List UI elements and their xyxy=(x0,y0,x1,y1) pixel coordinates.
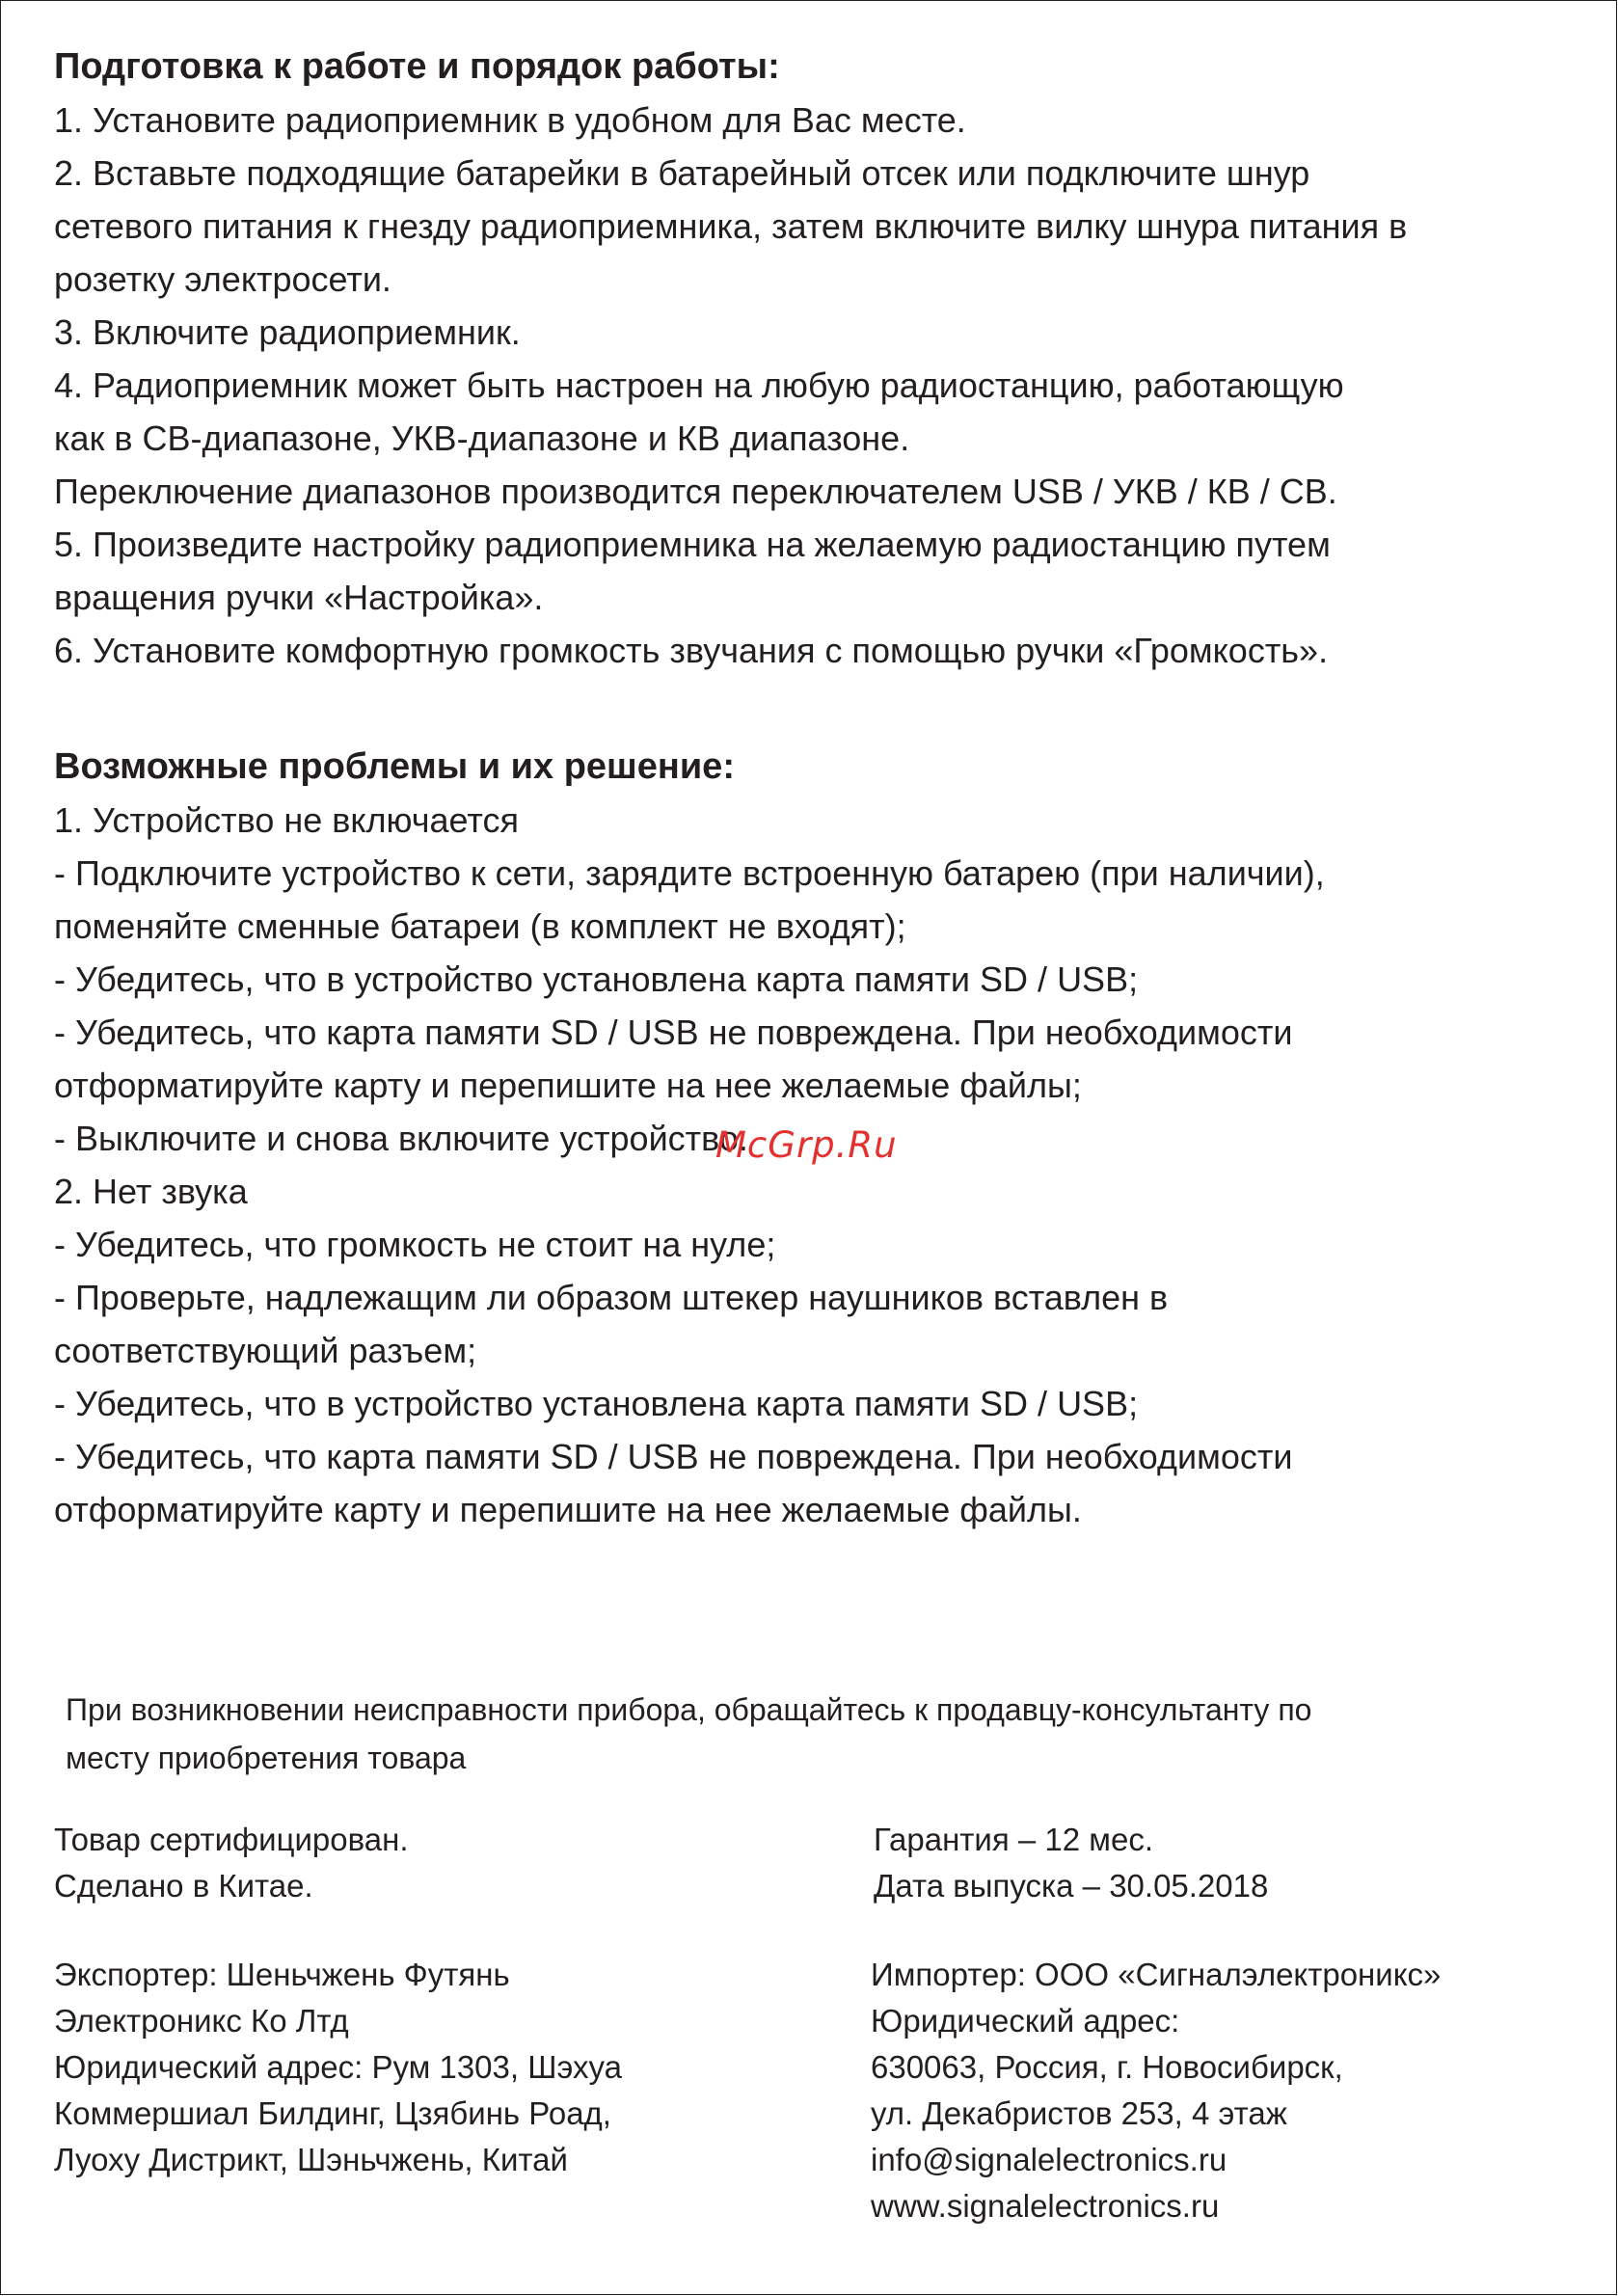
exporter-line: Экспортер: Шеньчжень Футянь xyxy=(54,1957,510,1992)
preparation-line: 4. Радиоприемник может быть настроен на любую радиостанцию, работающую xyxy=(54,365,1344,405)
exporter-block xyxy=(54,1952,622,2183)
exporter-line: Луоху Дистрикт, Шэньчжень, Китай xyxy=(54,2142,568,2177)
preparation-heading: Подготовка к работе и порядок работы: xyxy=(54,46,780,87)
troubleshooting-line: - Выключите и снова включите устройство. xyxy=(54,1119,748,1158)
certification-line: Товар сертифицирован. xyxy=(54,1822,409,1857)
troubleshooting-line: соответствующий разъем; xyxy=(54,1331,477,1370)
troubleshooting-line: - Проверьте, надлежащим ли образом штекер наушников вставлен в xyxy=(54,1278,1169,1317)
exporter-line: Электроникс Ко Лтд xyxy=(54,2003,349,2039)
warranty-line: Гарантия – 12 мес. xyxy=(874,1822,1153,1857)
troubleshooting-line: - Подключите устройство к сети, зарядите встроенную батарею (при наличии), xyxy=(54,853,1325,893)
certification-line: Сделано в Китае. xyxy=(54,1868,313,1904)
importer-line: Юридический адрес: xyxy=(871,2003,1180,2039)
importer-line: 630063, Россия, г. Новосибирск, xyxy=(871,2049,1343,2085)
troubleshooting-line: поменяйте сменные батареи (в комплект не входят); xyxy=(54,906,906,946)
importer-email: info@signalelectronics.ru xyxy=(871,2142,1227,2177)
preparation-line: 3. Включите радиоприемник. xyxy=(54,312,521,352)
importer-line: Импортер: ООО «Сигналэлектроникс» xyxy=(871,1957,1442,1992)
preparation-line: как в СВ-диапазоне, УКВ-диапазоне и КВ диапазоне. xyxy=(54,419,910,458)
troubleshooting-line: - Убедитесь, что карта памяти SD / USB не повреждена. При необходимости xyxy=(54,1437,1293,1476)
importer-website: www.signalelectronics.ru xyxy=(871,2188,1220,2224)
service-notice xyxy=(66,1686,1570,1782)
preparation-line: розетку электросети. xyxy=(54,259,391,299)
exporter-line: Юридический адрес: Рум 1303, Шэхуа xyxy=(54,2049,622,2085)
preparation-line: 5. Произведите настройку радиоприемника на желаемую радиостанцию путем xyxy=(54,525,1331,564)
troubleshooting-line: - Убедитесь, что в устройство установлена карта памяти SD / USB; xyxy=(54,1384,1139,1423)
troubleshooting-line: 2. Нет звука xyxy=(54,1172,248,1211)
troubleshooting-line: отформатируйте карту и перепишите на нее желаемые файлы; xyxy=(54,1066,1082,1105)
notice-line: При возникновении неисправности прибора, обращайтесь к продавцу-консультанту по xyxy=(66,1692,1312,1727)
troubleshooting-line: 1. Устройство не включается xyxy=(54,800,519,840)
troubleshooting-line: отформатируйте карту и перепишите на нее желаемые файлы. xyxy=(54,1490,1082,1529)
troubleshooting-line: - Убедитесь, что карта памяти SD / USB не повреждена. При необходимости xyxy=(54,1013,1293,1052)
preparation-line: 1. Установите радиоприемник в удобном для Вас месте. xyxy=(54,100,966,140)
preparation-line: 2. Вставьте подходящие батарейки в батарейный отсек или подключите шнур xyxy=(54,153,1310,193)
troubleshooting-line: - Убедитесь, что в устройство установлена карта памяти SD / USB; xyxy=(54,959,1139,999)
troubleshooting-line: - Убедитесь, что громкость не стоит на нуле; xyxy=(54,1225,776,1264)
preparation-line: сетевого питания к гнезду радиоприемника, затем включите вилку шнура питания в xyxy=(54,206,1408,246)
watermark-logo: McGrp.Ru xyxy=(715,1124,898,1166)
importer-line: ул. Декабристов 253, 4 этаж xyxy=(871,2095,1287,2131)
preparation-line: 6. Установите комфортную громкость звучания с помощью ручки «Громкость». xyxy=(54,631,1329,670)
preparation-line: вращения ручки «Настройка». xyxy=(54,578,544,617)
release-date-line: Дата выпуска – 30.05.2018 xyxy=(874,1868,1269,1904)
preparation-section xyxy=(54,41,1578,677)
exporter-line: Коммершиал Билдинг, Цзябинь Роад, xyxy=(54,2095,611,2131)
notice-line: месту приобретения товара xyxy=(66,1741,467,1775)
certification-block xyxy=(54,1817,409,1909)
troubleshooting-heading: Возможные проблемы и их решение: xyxy=(54,746,735,787)
preparation-line: Переключение диапазонов производится переключателем USB / УКВ / КВ / СВ. xyxy=(54,472,1337,511)
warranty-block xyxy=(874,1817,1268,1909)
importer-block xyxy=(871,1952,1441,2229)
